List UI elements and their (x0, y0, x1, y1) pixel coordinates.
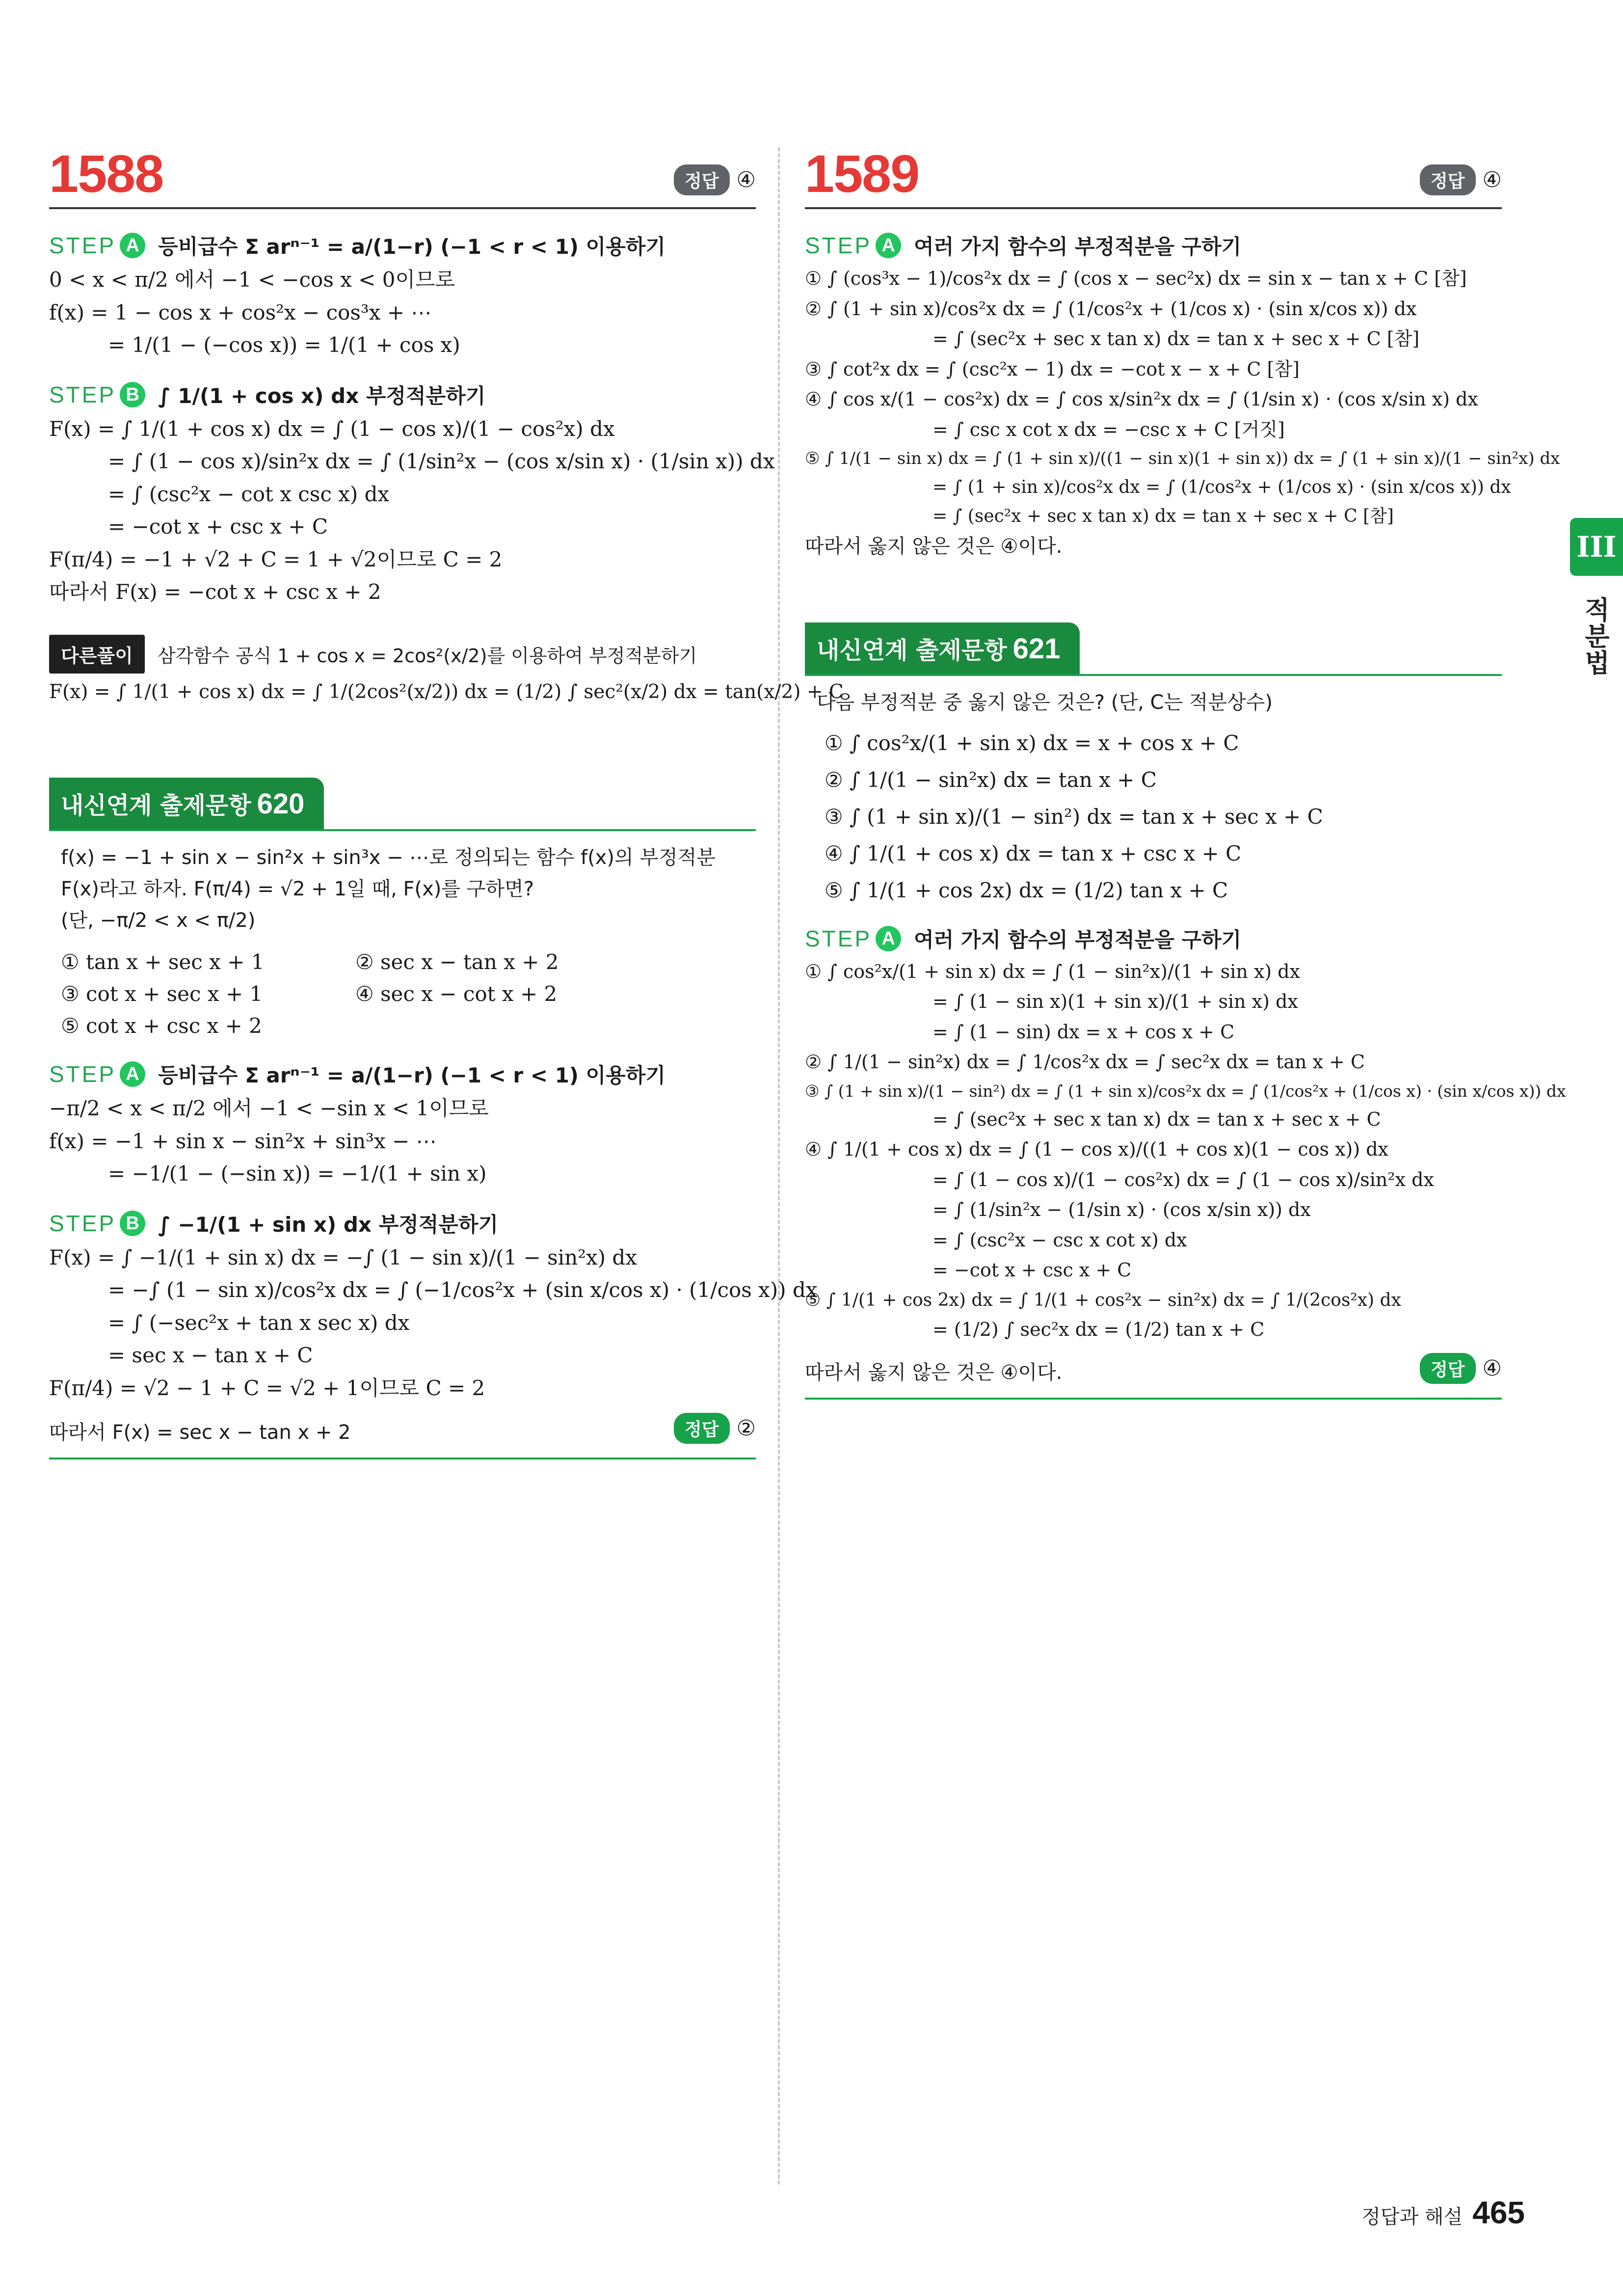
choice-4[interactable]: ④ sec x − cot x + 2 (355, 982, 558, 1006)
connected-problem-header (49, 778, 756, 831)
connected-problem-tab: 내신연계 출제문항 620 (49, 778, 324, 829)
connected-problem-620 (49, 778, 818, 1459)
step-b-header (49, 380, 756, 409)
solution-line: = ∫ (csc²x − csc x cot x) dx (932, 1229, 1187, 1251)
choice-1[interactable]: ① ∫ cos²x/(1 + sin x) dx = x + cos x + C (825, 730, 1239, 755)
question-condition: (단, −π/2 < x < π/2) (61, 909, 256, 932)
solution-line: = 1/(1 − (−cos x)) = 1/(1 + cos x) (108, 333, 460, 357)
alt-solution-line: F(x) = ∫ 1/(1 + cos x) dx = ∫ 1/(2cos²(x/2)) dx = (1/2) ∫ sec²(x/2) dx = tan(x/2) + C (49, 680, 844, 703)
alt-solution-header (49, 635, 756, 674)
step-title: 여러 가지 함수의 부정적분을 구하기 (914, 927, 1242, 952)
solution-line: ⑤ ∫ 1/(1 + cos 2x) dx = ∫ 1/(1 + cos²x − sin²x) dx = ∫ 1/(2cos²x) dx (805, 1290, 1401, 1310)
step-label: STEP A (49, 1061, 145, 1087)
solution-line: = ∫ (−sec²x + tan x sec x) dx (108, 1310, 410, 1335)
problem-1588-header (49, 144, 756, 209)
solution-line: = ∫ (csc²x − cot x csc x) dx (108, 482, 390, 506)
solution-line: = (1/2) ∫ sec²x dx = (1/2) tan x + C (932, 1318, 1265, 1340)
final-answer: 따라서 옳지 않은 것은 ④이다. (805, 1361, 1063, 1384)
solution-line: ④ ∫ 1/(1 + cos x) dx = ∫ (1 − cos x)/((1 + cos x)(1 − cos x)) dx (805, 1138, 1388, 1161)
choice-2[interactable]: ② sec x − tan x + 2 (355, 950, 559, 974)
solution-line: ① ∫ (cos³x − 1)/cos²x dx = ∫ (cos x − sec²x) dx = sin x − tan x + C [참] (805, 268, 1467, 289)
question-line: f(x) = −1 + sin x − sin²x + sin³x − ⋯로 정의되는 함수 f(x)의 부정적분 (61, 846, 716, 869)
solution-line: = ∫ (1/sin²x − (1/sin x) · (cos x/sin x)) dx (932, 1199, 1311, 1221)
solution-line: = ∫ (sec²x + sec x tan x) dx = tan x + sec x + C (932, 1108, 1381, 1130)
final-answer: 따라서 F(x) = sec x − tan x + 2 (49, 1421, 351, 1444)
solution-line: ⑤ ∫ 1/(1 − sin x) dx = ∫ (1 + sin x)/((1 − sin x)(1 + sin x)) dx = ∫ (1 + sin x)/(1 − sin²x) dx (805, 449, 1560, 468)
solution-line: F(x) = ∫ −1/(1 + sin x) dx = −∫ (1 − sin x)/(1 − sin²x) dx (49, 1245, 637, 1270)
solution-line: −π/2 < x < π/2 에서 −1 < −sin x < 1이므로 (49, 1096, 489, 1121)
connected-problem-number: 620 (257, 788, 305, 820)
step-letter-icon: A (876, 233, 901, 258)
left-column (49, 144, 844, 1459)
solution-line: f(x) = 1 − cos x + cos²x − cos³x + ⋯ (49, 300, 432, 324)
chapter-tab: III (1570, 518, 1623, 576)
page-number: 465 (1472, 2195, 1525, 2230)
step-title: 여러 가지 함수의 부정적분을 구하기 (914, 235, 1242, 259)
answer-value: ② (736, 1416, 756, 1441)
solution-line: 0 < x < π/2 에서 −1 < −cos x < 0이므로 (49, 268, 455, 292)
solution-line: F(π/4) = −1 + √2 + C = 1 + √2이므로 C = 2 (49, 547, 503, 571)
chapter-label: 적분법 (1580, 596, 1609, 676)
step-a-header (49, 1059, 756, 1089)
solution-line: = ∫ (1 − sin) dx = x + cos x + C (932, 1021, 1235, 1043)
solution-line: 따라서 F(x) = −cot x + csc x + 2 (49, 580, 381, 604)
step-b-header (49, 1209, 756, 1238)
final-answer: 따라서 옳지 않은 것은 ④이다. (805, 535, 1063, 558)
choice-2[interactable]: ② ∫ 1/(1 − sin²x) dx = tan x + C (825, 767, 1157, 792)
section-end-rule (49, 1458, 756, 1459)
solution-line: = ∫ (sec²x + sec x tan x) dx = tan x + sec x + C [참] (932, 506, 1394, 526)
step-title: ∫ −1/(1 + sin x) dx 부정적분하기 (158, 1212, 499, 1237)
solution-line: = −cot x + csc x + C (932, 1259, 1132, 1281)
choice-3[interactable]: ③ ∫ (1 + sin x)/(1 − sin²) dx = tan x + sec x + C (825, 804, 1323, 829)
step-title: 등비급수 Σ arⁿ⁻¹ = a/(1−r) (−1 < r < 1) 이용하기 (158, 235, 665, 259)
step-title: 등비급수 Σ arⁿ⁻¹ = a/(1−r) (−1 < r < 1) 이용하기 (158, 1063, 665, 1088)
connected-problem-tab: 내신연계 출제문항 621 (805, 622, 1080, 674)
step-a-header (49, 231, 756, 260)
connected-problem-number: 621 (1012, 632, 1061, 665)
solution-line: ① ∫ cos²x/(1 + sin x) dx = ∫ (1 − sin²x)/(1 + sin x) dx (805, 960, 1301, 982)
solution-line: ③ ∫ cot²x dx = ∫ (csc²x − 1) dx = −cot x − x + C [참] (805, 358, 1300, 380)
alt-solution-badge: 다른풀이 (49, 635, 145, 674)
solution-line: = sec x − tan x + C (108, 1343, 313, 1368)
problem-number: 1588 (49, 144, 163, 203)
solution-line: F(π/4) = √2 − 1 + C = √2 + 1이므로 C = 2 (49, 1376, 485, 1400)
answer-box (674, 164, 756, 195)
step-letter-icon: A (876, 926, 901, 951)
solution-line: = −cot x + csc x + C (108, 514, 328, 539)
answer-badge: 정답 (674, 1413, 730, 1444)
step-title: ∫ 1/(1 + cos x) dx 부정적분하기 (158, 383, 486, 408)
solution-line: ② ∫ (1 + sin x)/cos²x dx = ∫ (1/cos²x + (1/cos x) · (sin x/cos x)) dx (805, 297, 1417, 320)
solution-line: ③ ∫ (1 + sin x)/(1 − sin²) dx = ∫ (1 + sin x)/cos²x dx = ∫ (1/cos²x + (1/cos x) · (sin x/cos x)) dx (805, 1081, 1566, 1101)
choice-4[interactable]: ④ ∫ 1/(1 + cos x) dx = tan x + csc x + C (825, 841, 1242, 865)
page-footer (1361, 2194, 1525, 2231)
answer-value: ④ (1482, 1356, 1502, 1381)
column-divider (778, 147, 780, 2185)
solution-line: = ∫ (1 − sin x)(1 + sin x)/(1 + sin x) dx (932, 991, 1298, 1012)
answer-box (1420, 1353, 1502, 1384)
solution-line: = ∫ (sec²x + sec x tan x) dx = tan x + sec x + C [참] (932, 328, 1420, 350)
step-label: STEP A (805, 925, 901, 952)
step-label: STEP B (49, 1210, 145, 1237)
final-answer-row (805, 1353, 1502, 1389)
choice-1[interactable]: ① tan x + sec x + 1 (61, 950, 265, 974)
connected-problem-621 (805, 622, 1566, 1400)
choice-list (61, 950, 756, 1038)
step-label: STEP B (49, 381, 145, 408)
answer-box (674, 1413, 756, 1444)
solution-line: ④ ∫ cos x/(1 − cos²x) dx = ∫ cos x/sin²x dx = ∫ (1/sin x) · (cos x/sin x) dx (805, 388, 1478, 410)
step-letter-icon: A (120, 233, 145, 258)
solution-line: = ∫ csc x cot x dx = −csc x + C [거짓] (932, 418, 1285, 440)
problem-1589-header (805, 144, 1502, 209)
problem-number: 1589 (805, 144, 919, 203)
step-a-header (805, 924, 1502, 953)
answer-badge: 정답 (674, 164, 730, 195)
solution-line: ② ∫ 1/(1 − sin²x) dx = ∫ 1/cos²x dx = ∫ sec²x dx = tan x + C (805, 1051, 1365, 1073)
question-line: F(x)라고 하자. F(π/4) = √2 + 1일 때, F(x)를 구하면? (61, 878, 534, 901)
connected-problem-header (805, 622, 1502, 676)
solution-line: = ∫ (1 − cos x)/(1 − cos²x) dx = ∫ (1 − cos x)/sin²x dx (932, 1168, 1434, 1190)
step-letter-icon: B (120, 382, 145, 407)
answer-badge: 정답 (1420, 1353, 1476, 1384)
solution-line: = −∫ (1 − sin x)/cos²x dx = ∫ (−1/cos²x + (sin x/cos x) · (1/cos x)) dx (108, 1278, 818, 1302)
solution-line: = ∫ (1 + sin x)/cos²x dx = ∫ (1/cos²x + (1/cos x) · (sin x/cos x)) dx (932, 477, 1511, 497)
answer-badge: 정답 (1420, 164, 1476, 195)
alt-solution-desc: 삼각함수 공식 1 + cos x = 2cos²(x/2)를 이용하여 부정적분하기 (157, 645, 697, 667)
step-label: STEP A (805, 232, 901, 259)
solution-line: F(x) = ∫ 1/(1 + cos x) dx = ∫ (1 − cos x)/(1 − cos²x) dx (49, 416, 615, 441)
step-letter-icon: A (120, 1061, 145, 1087)
choice-list (825, 731, 1502, 902)
choice-5[interactable]: ⑤ cot x + csc x + 2 (61, 1014, 262, 1038)
final-answer-row (49, 1413, 756, 1449)
section-end-rule (805, 1398, 1502, 1400)
answer-box (1420, 164, 1502, 195)
solution-line: = −1/(1 − (−sin x)) = −1/(1 + sin x) (108, 1162, 487, 1186)
answer-value: ④ (736, 167, 756, 192)
solution-line: = ∫ (1 − cos x)/sin²x dx = ∫ (1/sin²x − (cos x/sin x) · (1/sin x)) dx (108, 449, 775, 473)
choice-3[interactable]: ③ cot x + sec x + 1 (61, 982, 263, 1006)
step-a-header (805, 231, 1502, 260)
step-letter-icon: B (120, 1211, 145, 1236)
footer-label: 정답과 해설 (1361, 2206, 1463, 2228)
solution-line: f(x) = −1 + sin x − sin²x + sin³x − ⋯ (49, 1129, 437, 1153)
question-text: 다음 부정적분 중 옳지 않은 것은? (단, C는 적분상수) (817, 691, 1273, 714)
step-label: STEP A (49, 232, 145, 259)
choice-5[interactable]: ⑤ ∫ 1/(1 + cos 2x) dx = (1/2) tan x + C (825, 878, 1228, 902)
answer-value: ④ (1482, 167, 1502, 192)
right-column (805, 144, 1566, 1400)
